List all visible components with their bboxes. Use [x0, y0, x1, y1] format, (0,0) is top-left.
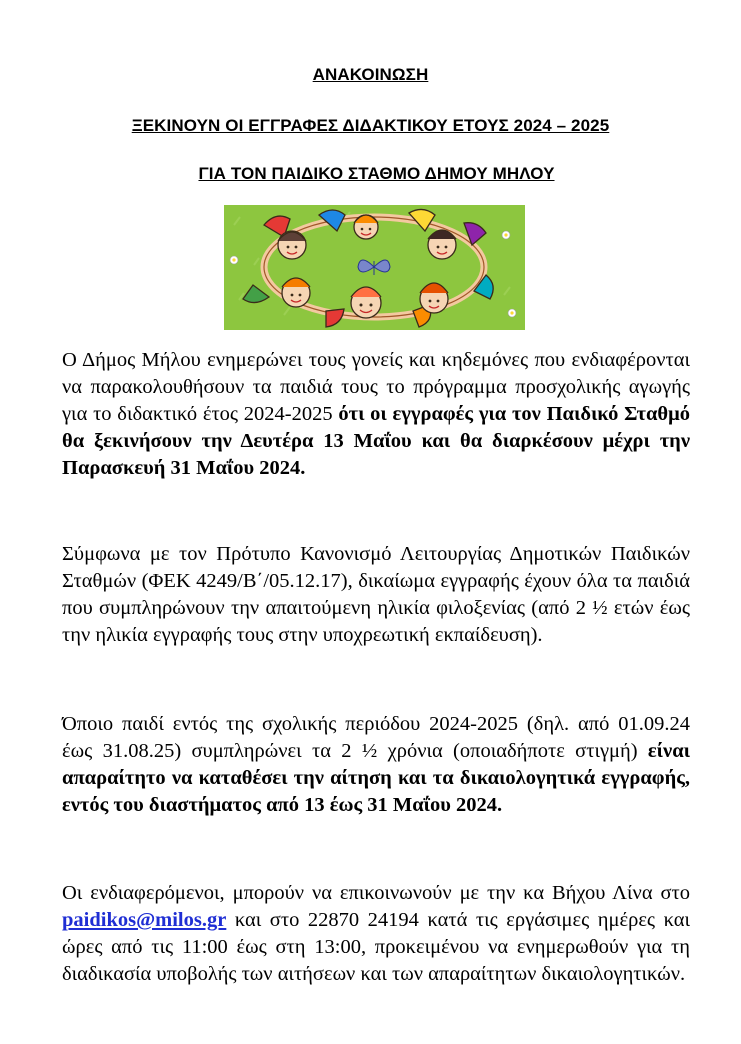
announcement-title: ΑΝΑΚΟΙΝΩΣΗ — [312, 65, 429, 84]
paragraph-text: και στο 22870 24194 κατά τις εργάσιμες ημέρες και ώρες από τις 11:00 έως στη 13:00, προκειμένου να ενημερωθούν για τη διαδικασία υποβολής των αιτήσεων και των απαραίτητων δικαιολογητικών. — [62, 909, 690, 985]
paragraph-text: Όποιο παιδί εντός της σχολικής περιόδου 2024-2025 (δηλ. από 01.09.24 έως 31.08.25) συμπληρώνει τα 2 ½ χρόνια (οποιαδήποτε στιγμή) — [62, 713, 690, 762]
paragraph-application-requirement — [62, 711, 690, 819]
registration-headline: ΞΕΚΙΝΟΥΝ ΟΙ ΕΓΓΡΑΦΕΣ ΔΙΔΑΚΤΙΚΟΥ ΕΤΟΥΣ 2024 – 2025 — [131, 116, 610, 135]
nursery-headline: ΓΙΑ ΤΟΝ ΠΑΙΔΙΚΟ ΣΤΑΘΜΟ ΔΗΜΟΥ ΜΗΛΟΥ — [198, 164, 555, 183]
email-link[interactable]: paidikos@milos.gr — [62, 909, 227, 931]
paragraph-bold-text: ότι οι εγγραφές για τον Παιδικό Σταθμό θα ξεκινήσουν την Δευτέρα 13 Μαΐου και θα διαρκέσουν μέχρι την Παρασκευή 31 Μαΐου 2024. — [62, 403, 690, 479]
children-holding-hands-circle-illustration — [224, 205, 525, 330]
paragraph-text: Ο Δήμος Μήλου ενημερώνει τους γονείς και κηδεμόνες που ενδιαφέρονται να παρακολουθήσουν τα παιδιά τους το πρόγραμμα προσχολικής αγωγής για το διδακτικό έτος 2024-2025 — [62, 349, 690, 425]
paragraph-registration-dates — [62, 347, 690, 482]
paragraph-contact-info — [62, 880, 690, 988]
paragraph-text: Οι ενδιαφερόμενοι, μπορούν να επικοινωνούν με την κα Βήχου Λίνα στο — [62, 882, 690, 904]
paragraph-eligibility: Σύμφωνα με τον Πρότυπο Κανονισμό Λειτουργίας Δημοτικών Παιδικών Σταθμών (ΦΕΚ 4249/Β΄/05.12.17), δικαίωμα εγγραφής έχουν όλα τα παιδιά που συμπληρώνουν την απαιτούμενη ηλικία φιλοξενίας (από 2 ½ ετών έως την ηλικία εγγραφής τους στην υποχρεωτική εκπαίδευση). — [62, 543, 690, 646]
paragraph-bold-text: είναι απαραίτητο να καταθέσει την αίτηση και τα δικαιολογητικά εγγραφής, εντός του διαστήματος από 13 έως 31 Μαΐου 2024. — [62, 740, 690, 816]
